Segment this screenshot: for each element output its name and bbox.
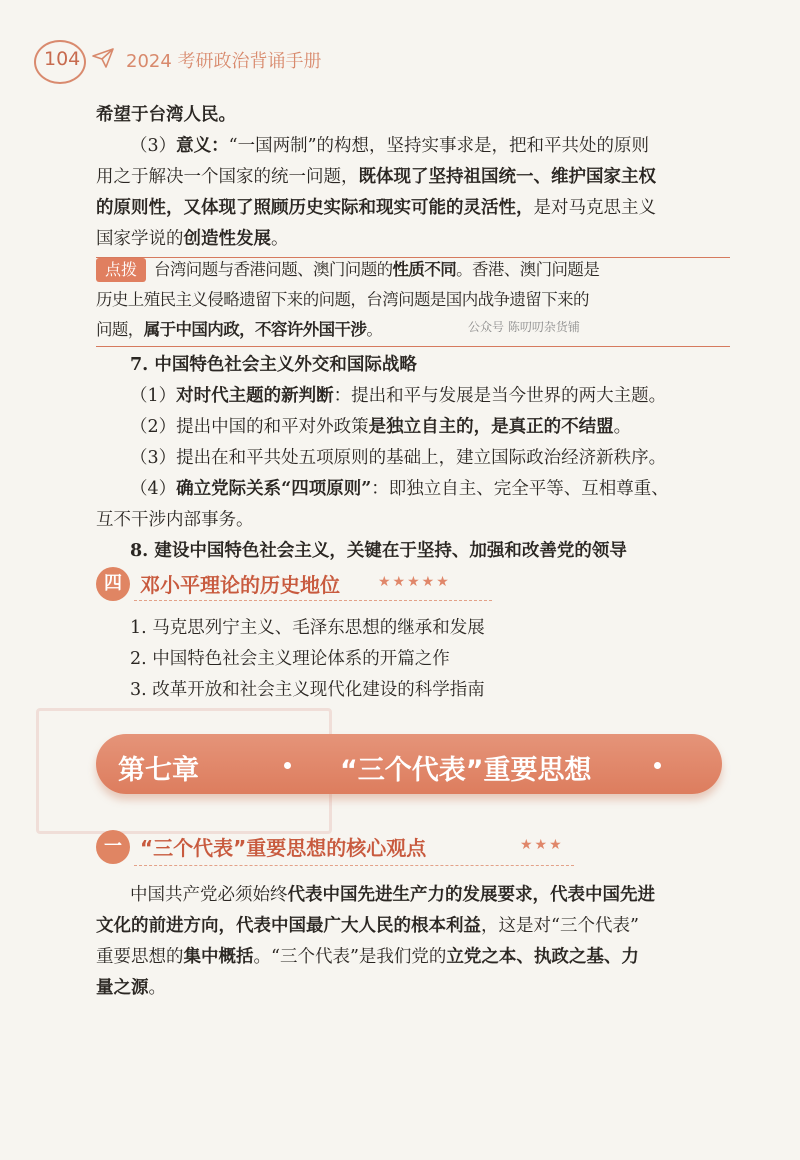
diplomacy-heading-8: 8. 建设中国特色社会主义，关键在于坚持、加强和改善党的领导	[130, 541, 627, 561]
banner-dot	[284, 762, 291, 769]
chapter-label: 第七章	[118, 755, 199, 786]
section-number-badge: 一	[96, 830, 130, 864]
importance-stars: ★★★	[520, 837, 564, 853]
paragraph-line-4: 量之源。	[96, 978, 166, 998]
section-title: 邓小平理论的历史地位	[140, 573, 340, 597]
diplomacy-item-2: （2）提出中国的和平对外政策是独立自主的，是真正的不结盟。	[130, 417, 632, 437]
paragraph-line-3: 重要思想的集中概括。“三个代表”是我们党的立党之本、执政之基、力	[96, 947, 639, 967]
diplomacy-item-3: （3）提出在和平共处五项原则的基础上，建立国际政治经济新秩序。	[130, 448, 667, 468]
list-item: 2. 中国特色社会主义理论体系的开篇之作	[130, 649, 450, 669]
meaning-line-2: 用之于解决一个国家的统一问题，既体现了坚持祖国统一、维护国家主权	[96, 167, 656, 187]
meaning-line-3: 的原则性，又体现了照顾历史实际和现实可能的灵活性，是对马克思主义	[96, 198, 656, 218]
diplomacy-item-4-cont: 互不干涉内部事务。	[96, 510, 254, 530]
meaning-line-4: 国家学说的创造性发展。	[96, 229, 289, 249]
tip-line-2: 历史上殖民主义侵略遗留下来的问题，台湾问题是国内战争遗留下来的	[96, 290, 589, 309]
page-number: 104	[44, 48, 81, 70]
section-underline	[134, 600, 492, 601]
paragraph-line-2: 文化的前进方向，代表中国最广大人民的根本利益，这是对“三个代表”	[96, 916, 639, 936]
chapter-title: “三个代表”重要思想	[340, 755, 592, 786]
section-underline	[134, 865, 574, 866]
watermark: 公众号 陈叨叨杂货铺	[468, 320, 580, 334]
book-title: 2024 考研政治背诵手册	[126, 51, 322, 72]
tip-line-1: 台湾问题与香港问题、澳门问题的性质不同。香港、澳门问题是	[154, 260, 600, 279]
section-title: “三个代表”重要思想的核心观点	[140, 836, 427, 860]
list-item: 1. 马克思列宁主义、毛泽东思想的继承和发展	[130, 618, 485, 638]
list-item: 3. 改革开放和社会主义现代化建设的科学指南	[130, 680, 485, 700]
importance-stars: ★★★★★	[378, 574, 451, 590]
diplomacy-heading: 7. 中国特色社会主义外交和国际战略	[130, 355, 417, 375]
diplomacy-item-4: （4）确立党际关系“四项原则”：即独立自主、完全平等、互相尊重、	[130, 479, 669, 499]
diplomacy-item-1: （1）对时代主题的新判断：提出和平与发展是当今世界的两大主题。	[130, 386, 667, 406]
tip-badge: 点拨	[96, 258, 146, 282]
section-number-badge: 四	[96, 567, 130, 601]
paper-plane-icon	[92, 48, 114, 68]
text-line: 希望于台湾人民。	[96, 105, 236, 125]
tip-bottom-rule	[96, 346, 730, 347]
tip-line-3: 问题，属于中国内政，不容许外国干涉。	[96, 320, 383, 339]
meaning-line-1: （3）意义：“一国两制”的构想，坚持实事求是，把和平共处的原则	[130, 136, 650, 156]
banner-dot	[654, 762, 661, 769]
paragraph-line-1: 中国共产党必须始终代表中国先进生产力的发展要求，代表中国先进	[130, 885, 655, 905]
